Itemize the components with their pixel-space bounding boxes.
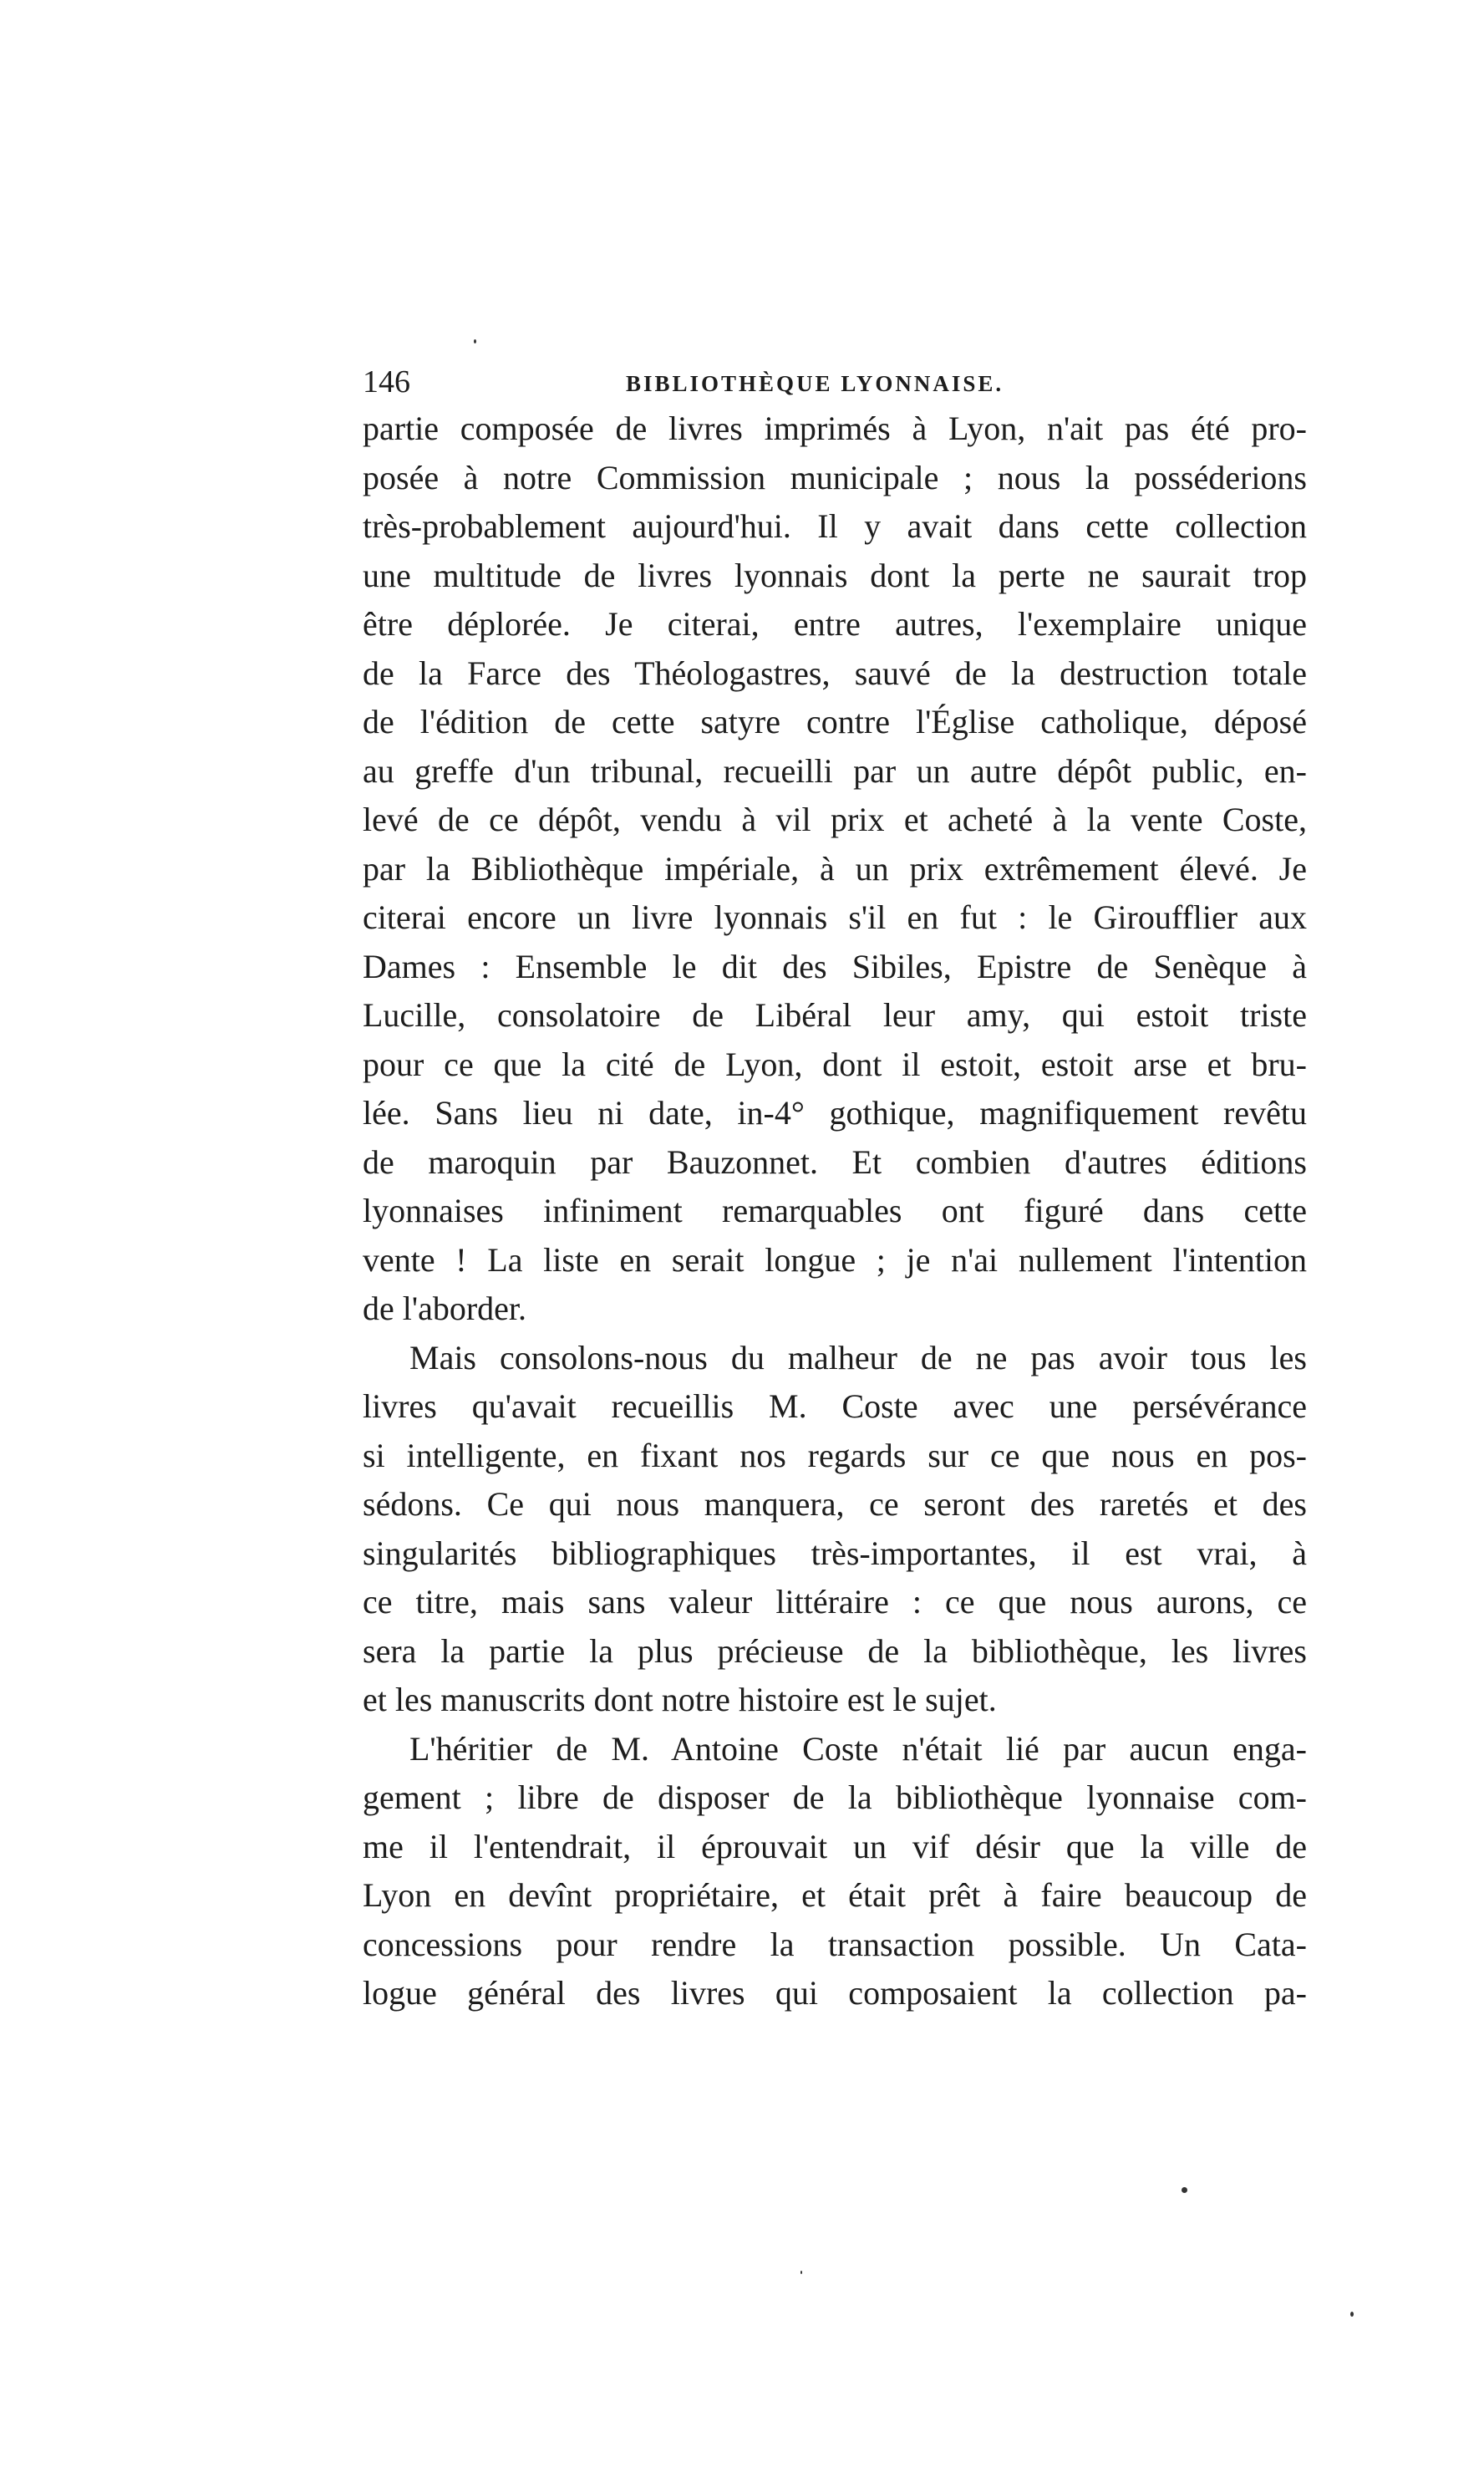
text-line: de l'édition de cette satyre contre l'Église catholique, déposé	[363, 703, 1307, 740]
text-line: gement ; libre de disposer de la bibliothèque lyonnaise com-	[363, 1778, 1307, 1816]
text-line: livres qu'avait recueillis M. Coste avec une persévérance	[363, 1387, 1307, 1425]
text-line: posée à notre Commission municipale ; nous la posséderions	[363, 458, 1307, 496]
text-line: lée. Sans lieu ni date, in-4° gothique, magnifiquement revêtu	[363, 1094, 1307, 1132]
paragraph-1	[363, 404, 1307, 1334]
text-line: partie composée de livres imprimés à Lyon, n'ait pas été pro-	[363, 410, 1307, 447]
text-line: de maroquin par Bauzonnet. Et combien d'autres éditions	[363, 1142, 1307, 1181]
text-line: Dames : Ensemble le dit des Sibiles, Epistre de Senèque à	[363, 947, 1307, 985]
text-line: sédons. Ce qui nous manquera, ce seront des raretés et des	[363, 1485, 1307, 1523]
text-line: citerai encore un livre lyonnais s'il en fut : le Giroufflier aux	[363, 898, 1307, 936]
text-line: et les manuscrits dont notre histoire est le sujet.	[363, 1681, 997, 1718]
text-line: logue général des livres qui composaient la collection pa-	[363, 1974, 1307, 2012]
text-line: vente ! La liste en serait longue ; je n'ai nullement l'intention	[363, 1240, 1307, 1279]
text-line: par la Bibliothèque impériale, à un prix extrêmement élevé. Je	[363, 849, 1307, 888]
text-line: Lucille, consolatoire de Libéral leur amy, qui estoit triste	[363, 996, 1307, 1034]
text-line: L'héritier de M. Antoine Coste n'était lié par aucun enga-	[409, 1729, 1307, 1768]
body-text	[363, 404, 1307, 2018]
running-title: BIBLIOTHÈQUE LYONNAISE.	[626, 371, 1004, 396]
text-line: Lyon en devînt propriétaire, et était prêt à faire beaucoup de	[363, 1876, 1307, 1914]
ink-speck	[474, 339, 476, 343]
text-line: sera la partie la plus précieuse de la bibliothèque, les livres	[363, 1631, 1307, 1670]
text-line: levé de ce dépôt, vendu à vil prix et acheté à la vente Coste,	[363, 801, 1307, 838]
text-line: très-probablement aujourd'hui. Il y avait dans cette collection	[363, 507, 1307, 545]
text-line: singularités bibliographiques très-importantes, il est vrai, à	[363, 1534, 1307, 1572]
text-line: lyonnaises infiniment remarquables ont figuré dans cette	[363, 1192, 1307, 1229]
paragraph-3	[363, 1725, 1307, 2018]
text-line: Mais consolons-nous du malheur de ne pas avoir tous les	[409, 1338, 1307, 1376]
ink-speck	[800, 2271, 802, 2274]
ink-speck	[1350, 2312, 1354, 2317]
text-line: au greffe d'un tribunal, recueilli par un autre dépôt public, en-	[363, 751, 1307, 790]
page-number: 146	[363, 364, 410, 399]
text-line: si intelligente, en fixant nos regards sur ce que nous en pos-	[363, 1436, 1307, 1474]
text-line: être déplorée. Je citerai, entre autres, l'exemplaire unique	[363, 605, 1307, 643]
ink-speck	[1182, 2187, 1187, 2193]
page-header	[363, 361, 1307, 403]
text-line: une multitude de livres lyonnais dont la perte ne saurait trop	[363, 556, 1307, 594]
paragraph-2	[363, 1334, 1307, 1725]
text-line: concessions pour rendre la transaction possible. Un Cata-	[363, 1925, 1307, 1963]
text-line: de l'aborder.	[363, 1290, 527, 1327]
text-line: de la Farce des Théologastres, sauvé de la destruction totale	[363, 654, 1307, 692]
text-line: me il l'entendrait, il éprouvait un vif désir que la ville de	[363, 1827, 1307, 1865]
text-line: pour ce que la cité de Lyon, dont il estoit, estoit arse et bru-	[363, 1045, 1307, 1083]
text-line: ce titre, mais sans valeur littéraire : ce que nous aurons, ce	[363, 1583, 1307, 1621]
